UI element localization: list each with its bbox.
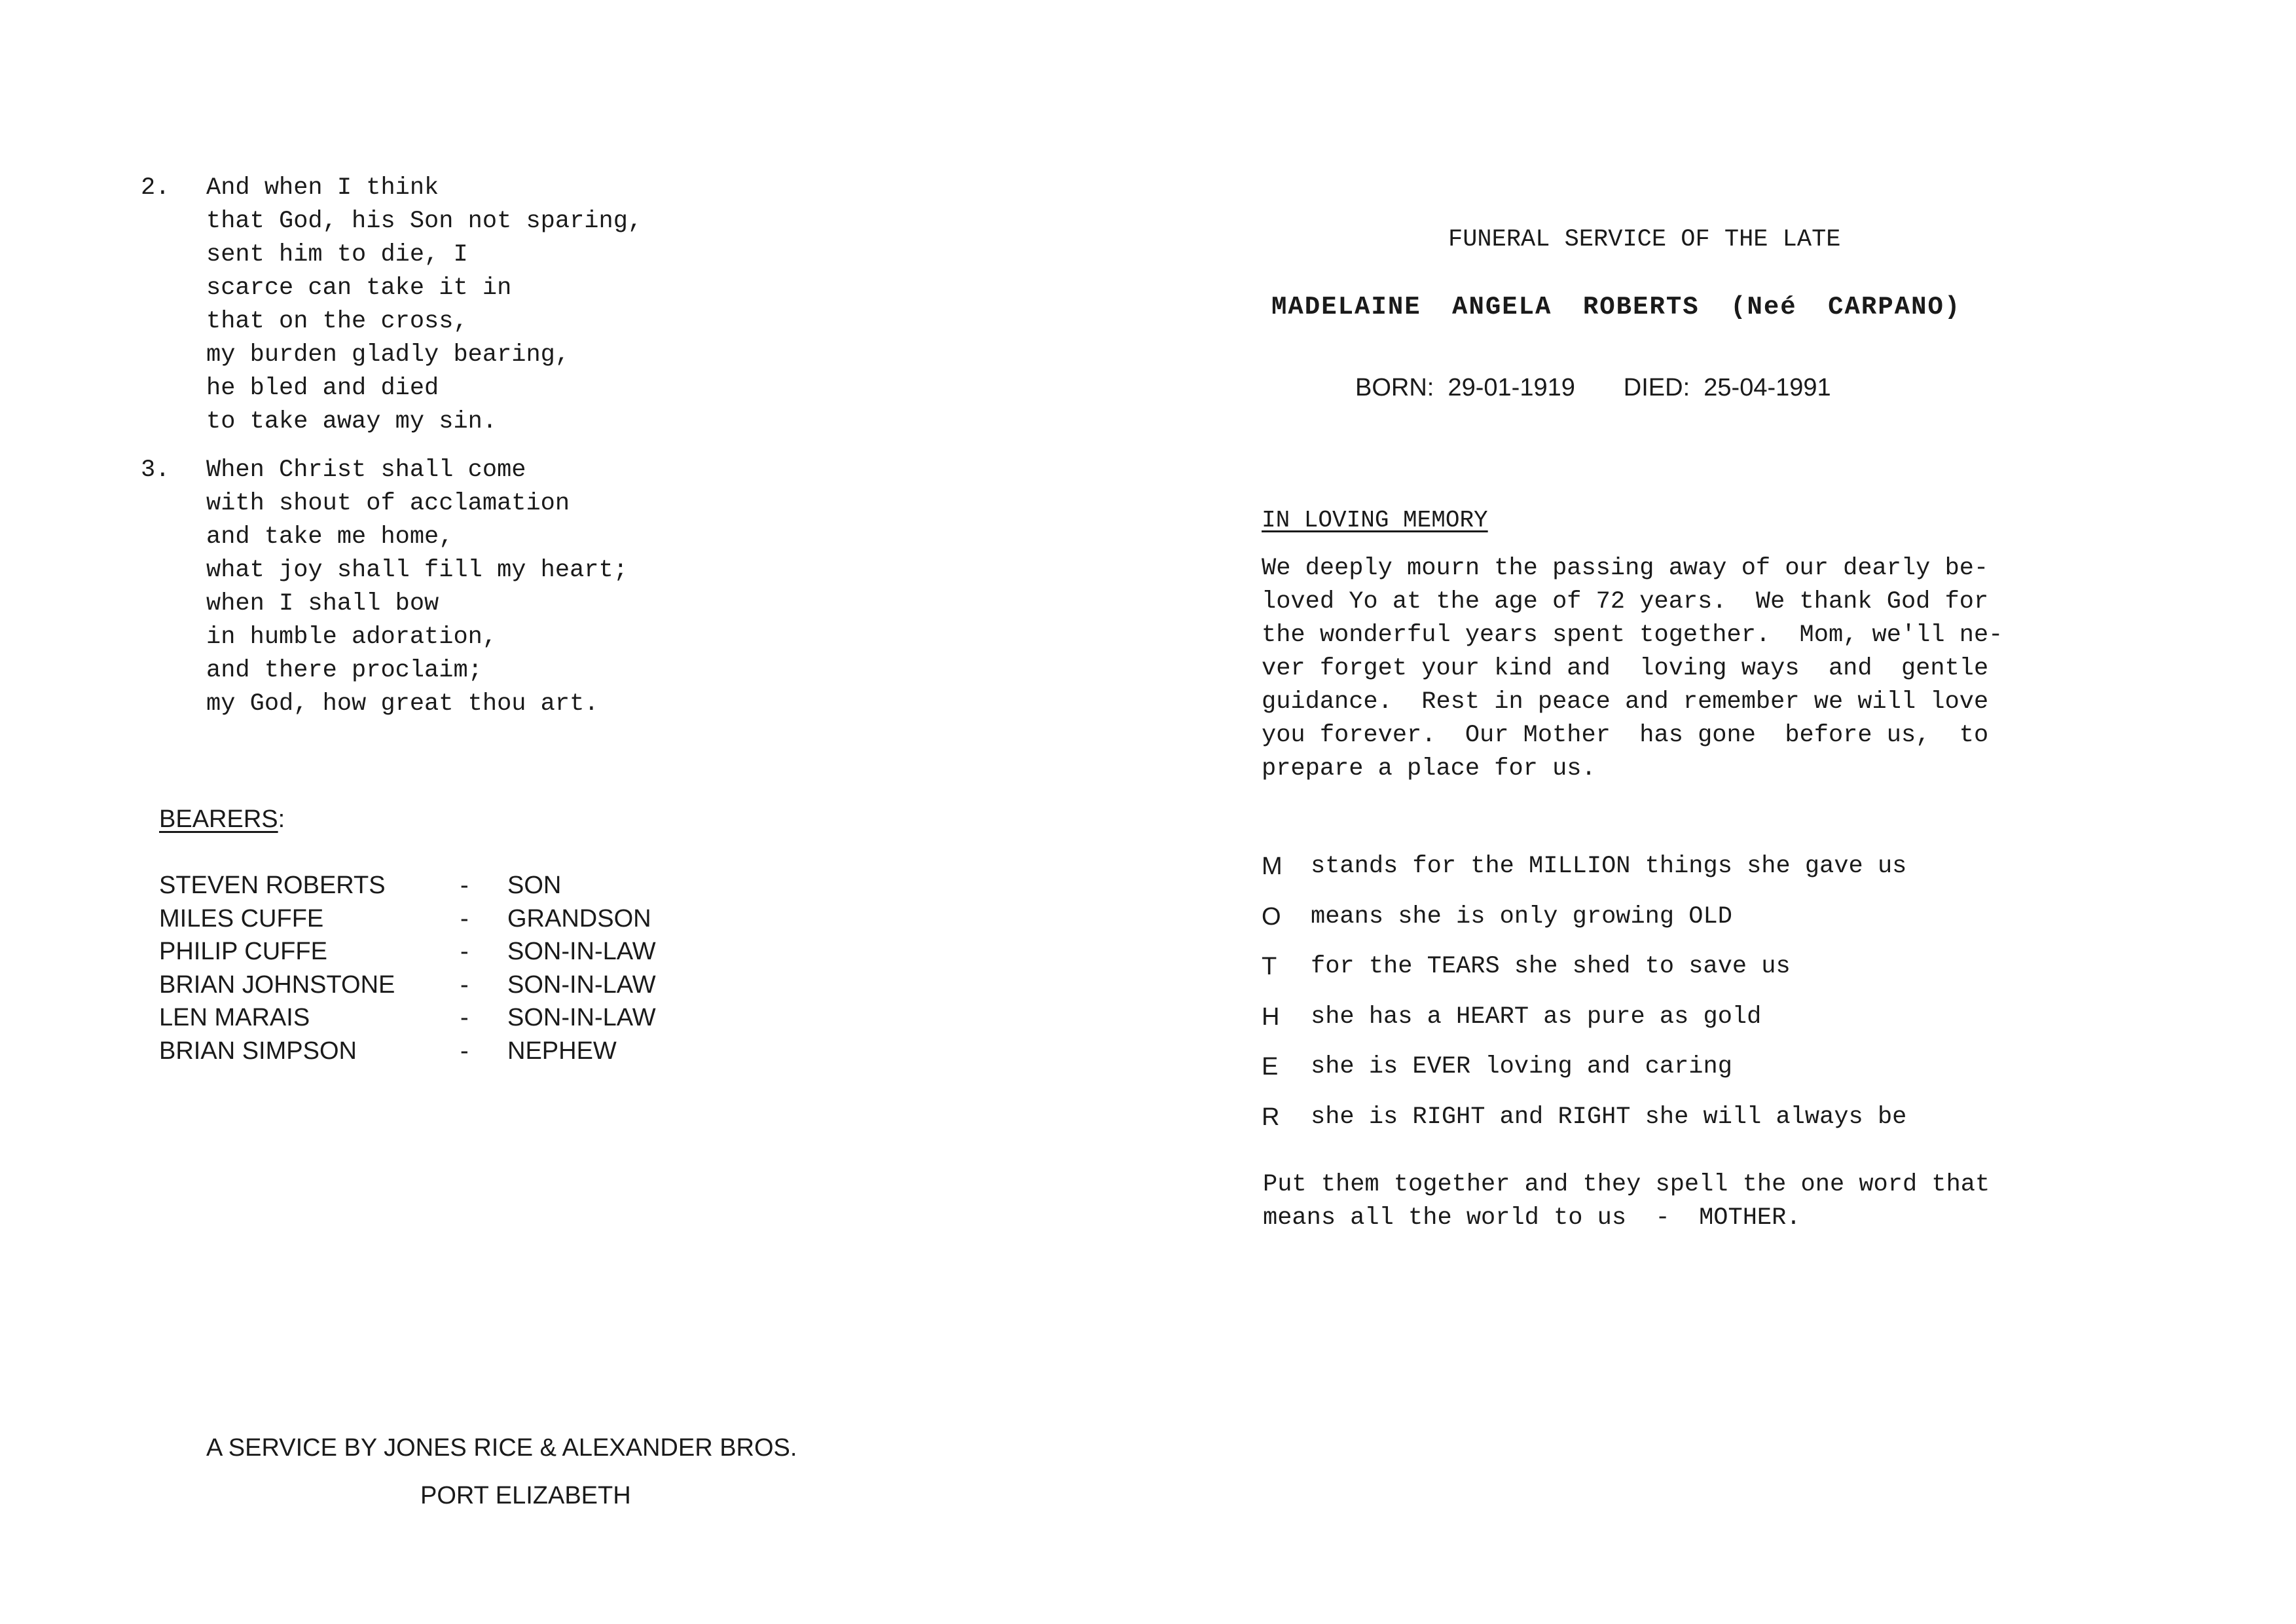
bearer-dash: - xyxy=(460,904,469,932)
funeral-director-city: PORT ELIZABETH xyxy=(420,1482,631,1509)
memory-line: We deeply mourn the passing away of our dearly be- xyxy=(1262,555,1989,582)
acrostic-text: she has a HEART as pure as gold xyxy=(1311,1003,1762,1031)
bearer-dash: - xyxy=(460,872,469,899)
service-title: FUNERAL SERVICE OF THE LATE xyxy=(1448,226,1841,253)
closing-line: Put them together and they spell the one word that xyxy=(1263,1171,1990,1198)
memory-line: guidance. Rest in peace and remember we will love xyxy=(1262,688,1989,716)
verse-line: with shout of acclamation xyxy=(206,490,570,517)
closing-line: means all the world to us - MOTHER. xyxy=(1263,1204,1801,1232)
deceased-name: MADELAINE ANGELA ROBERTS (Neé CARPANO) xyxy=(1271,293,1961,322)
verse-line: that God, his Son not sparing, xyxy=(206,208,643,235)
bearer-name: PHILIP CUFFE xyxy=(159,938,327,965)
bearer-row xyxy=(159,969,748,1002)
verse-line: sent him to die, I xyxy=(206,241,468,268)
bearer-dash: - xyxy=(460,938,469,965)
bearer-relation: SON-IN-LAW xyxy=(507,970,656,999)
bearers-list xyxy=(159,869,748,1067)
bearer-dash: - xyxy=(460,1004,469,1031)
acrostic-letter: H xyxy=(1262,1003,1280,1031)
closing-paragraph xyxy=(1263,1168,1990,1235)
verse-line: And when I think xyxy=(206,174,439,202)
acrostic-text: stands for the MILLION things she gave us xyxy=(1311,853,1907,880)
bearer-name: LEN MARAIS xyxy=(159,1004,310,1031)
verse-number: 3. xyxy=(141,456,170,484)
acrostic-row xyxy=(1262,953,2047,1003)
memory-heading-text: IN LOVING MEMORY xyxy=(1262,507,1488,534)
acrostic-letter: E xyxy=(1262,1053,1279,1080)
bearer-row xyxy=(159,869,748,902)
memory-line: the wonderful years spent together. Mom, we'll ne- xyxy=(1262,621,2003,649)
life-dates xyxy=(1355,371,1831,404)
acrostic-text: for the TEARS she shed to save us xyxy=(1311,953,1791,980)
verse-line: my God, how great thou art. xyxy=(206,690,599,718)
acrostic-row xyxy=(1262,1053,2047,1103)
died-label: DIED: xyxy=(1623,374,1690,401)
verse-line: scarce can take it in xyxy=(206,274,512,302)
verse-line: to take away my sin. xyxy=(206,408,498,435)
verse-line: he bled and died xyxy=(206,375,439,402)
bearers-heading-text: BEARERS xyxy=(159,805,278,833)
bearer-row xyxy=(159,935,748,969)
verse-line: when I shall bow xyxy=(206,590,439,618)
bearer-relation: GRANDSON xyxy=(507,904,651,932)
bearer-name: BRIAN JOHNSTONE xyxy=(159,970,395,999)
verse-line: and take me home, xyxy=(206,523,454,551)
verse-line: that on the cross, xyxy=(206,308,468,335)
memory-paragraph xyxy=(1262,552,2003,786)
bearers-heading-colon: : xyxy=(278,805,285,833)
bearer-dash: - xyxy=(460,1037,469,1065)
acrostic-row xyxy=(1262,903,2047,953)
verse-line: my burden gladly bearing, xyxy=(206,341,570,369)
verse-lines xyxy=(206,454,628,721)
bearer-relation: SON xyxy=(507,872,562,899)
bearer-row xyxy=(159,902,748,936)
mother-acrostic xyxy=(1262,853,2047,1153)
memory-line: loved Yo at the age of 72 years. We thank God for xyxy=(1262,588,1989,616)
died-date: 25-04-1991 xyxy=(1704,374,1831,401)
bearer-row xyxy=(159,1001,748,1035)
acrostic-row xyxy=(1262,1103,2047,1154)
memory-heading xyxy=(1262,504,1488,537)
bearer-row xyxy=(159,1035,748,1068)
acrostic-letter: O xyxy=(1262,902,1281,931)
acrostic-letter: M xyxy=(1262,853,1283,880)
funeral-director-line: A SERVICE BY JONES RICE & ALEXANDER BROS. xyxy=(206,1434,797,1462)
acrostic-text: she is EVER loving and caring xyxy=(1311,1053,1732,1080)
bearers-heading xyxy=(159,803,285,836)
acrostic-letter: T xyxy=(1262,953,1277,980)
memory-line: prepare a place for us. xyxy=(1262,755,1596,783)
acrostic-row xyxy=(1262,1003,2047,1054)
bearer-name: STEVEN ROBERTS xyxy=(159,872,386,899)
bearer-relation: NEPHEW xyxy=(507,1037,617,1065)
acrostic-letter: R xyxy=(1262,1103,1280,1131)
acrostic-text: she is RIGHT and RIGHT she will always be xyxy=(1311,1103,1907,1131)
born-date: 29-01-1919 xyxy=(1448,374,1575,401)
bearer-relation: SON-IN-LAW xyxy=(507,1004,656,1031)
bearer-dash: - xyxy=(460,970,469,999)
bearer-relation: SON-IN-LAW xyxy=(507,938,656,965)
bearer-name: BRIAN SIMPSON xyxy=(159,1037,357,1065)
verse-line: and there proclaim; xyxy=(206,657,483,684)
memory-line: ver forget your kind and loving ways and gentle xyxy=(1262,655,1989,682)
bearer-name: MILES CUFFE xyxy=(159,904,324,932)
verse-lines xyxy=(206,172,642,439)
acrostic-text: means she is only growing OLD xyxy=(1311,902,1732,931)
verse-number: 2. xyxy=(141,174,170,202)
acrostic-row xyxy=(1262,853,2047,903)
memory-line: you forever. Our Mother has gone before us, to xyxy=(1262,722,1989,749)
verse-line: in humble adoration, xyxy=(206,623,498,651)
verse-line: When Christ shall come xyxy=(206,456,526,484)
verse-line: what joy shall fill my heart; xyxy=(206,557,628,584)
born-label: BORN: xyxy=(1355,374,1434,401)
